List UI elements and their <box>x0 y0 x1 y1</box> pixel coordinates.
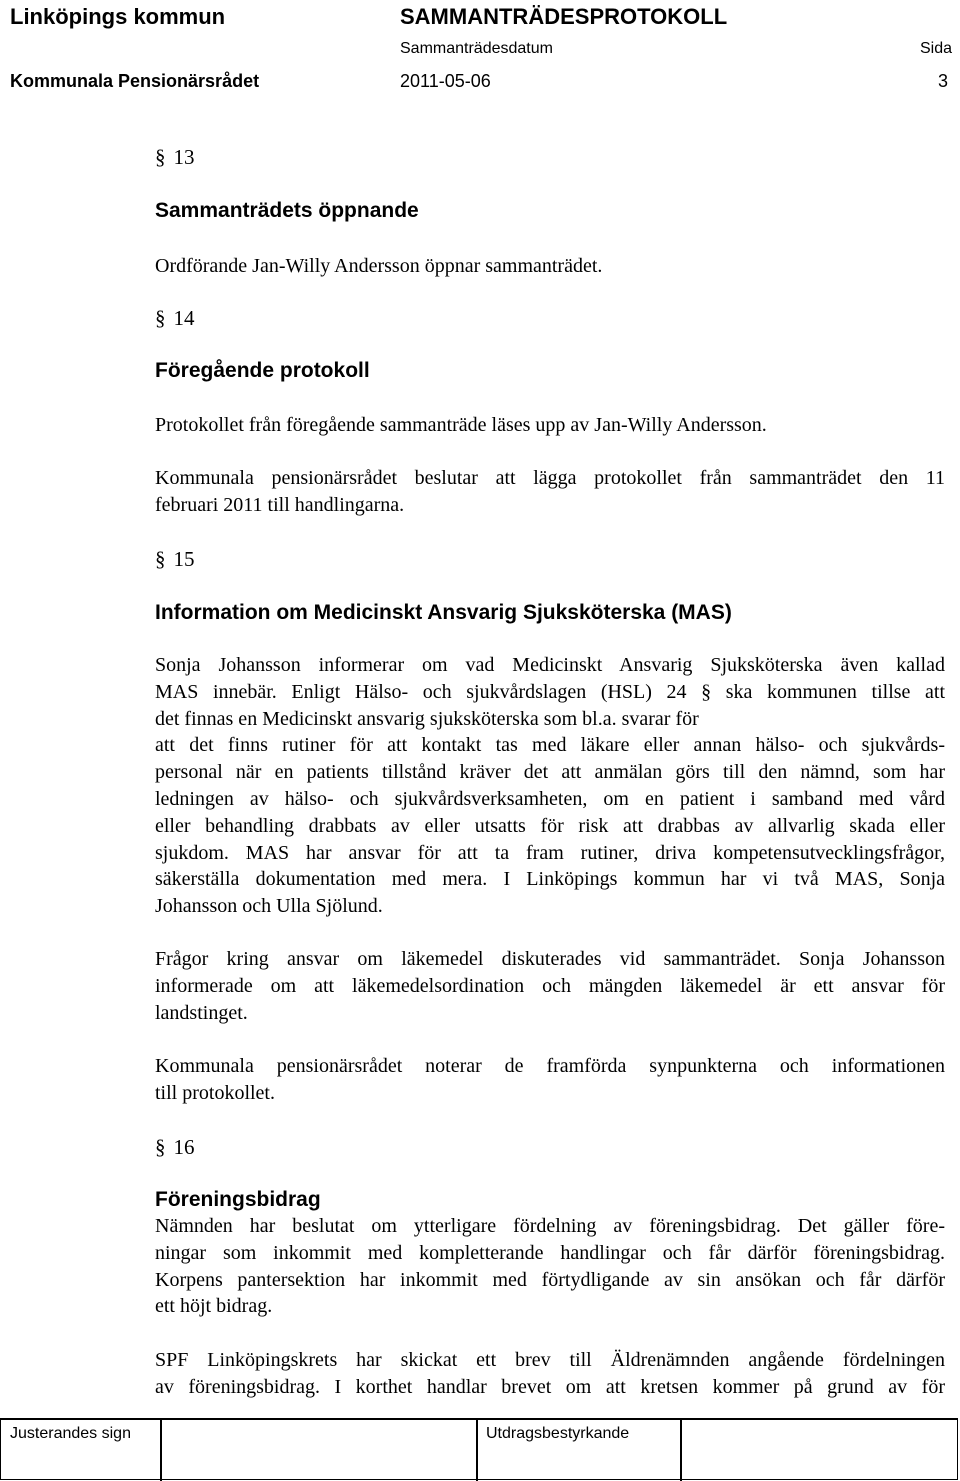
text-line: Sonja Johansson informerar om vad Medicinskt Ansvarig Sjuksköterska även kallad <box>155 654 945 676</box>
section-symbol: § <box>155 145 166 169</box>
page-label: Sida <box>920 40 953 57</box>
paragraph <box>155 652 945 920</box>
text-line: av föreningsbidrag. I korthet handlar brevet om att kretsen kommer på grund av för <box>155 1375 945 1398</box>
paragraph <box>155 1053 945 1107</box>
section-heading: Föregående protokoll <box>155 359 370 382</box>
section-number-value: 16 <box>173 1135 195 1159</box>
signature-footer <box>0 1418 958 1480</box>
text-line: att det finns rutiner för att kontakt tas med läkare eller annan hälso- och sjukvårds- <box>155 734 945 757</box>
document-type: SAMMANTRÄDESPROTOKOLL <box>400 4 728 29</box>
paragraph <box>155 946 945 1026</box>
section-heading: Information om Medicinskt Ansvarig Sjuksköterska (MAS) <box>155 601 732 624</box>
text-line: SPF Linköpingskrets har skickat ett brev till Äldrenämnden angående fördelningen <box>155 1349 945 1371</box>
text-line: ningar som inkommit med kompletterande handlingar och får därför föreningsbidrag. <box>155 1241 945 1264</box>
text-line: ett höjt bidrag. <box>155 1295 273 1318</box>
section-number <box>155 1134 195 1160</box>
text-line: eller behandling drabbats av eller utsatts för risk att drabbas av allvarlig skada eller <box>155 814 945 837</box>
justerandes-sign-label: Justerandes sign <box>10 1425 131 1442</box>
paragraph <box>155 1347 945 1401</box>
paragraph <box>155 253 945 280</box>
date-label: Sammanträdesdatum <box>400 40 553 57</box>
text-line: Kommunala pensionärsrådet beslutar att lägga protokollet från sammanträdet den 11 <box>155 467 945 489</box>
section-symbol: § <box>155 547 166 571</box>
paragraph <box>155 1213 945 1320</box>
paragraph <box>155 412 945 439</box>
section-symbol: § <box>155 306 166 330</box>
text-line: informerade om att läkemedelsordination och mängden läkemedel är ett ansvar för <box>155 974 945 997</box>
section-number-value: 15 <box>173 547 195 571</box>
footer-divider <box>476 1418 478 1481</box>
footer-divider <box>160 1418 162 1481</box>
section-heading: Föreningsbidrag <box>155 1188 321 1211</box>
organization-name: Linköpings kommun <box>10 4 226 29</box>
text-line: personal när en patients tillstånd kräver det att anmälan görs till den nämnd, som har <box>155 761 945 784</box>
section-heading: Sammanträdets öppnande <box>155 199 419 222</box>
text-line: ledningen av hälso- och sjukvårdsverksamheten, om en patient i samband med vård <box>155 787 945 810</box>
text-line: till protokollet. <box>155 1081 275 1104</box>
section-number <box>155 546 195 572</box>
footer-divider <box>680 1418 682 1481</box>
text-line: landstinget. <box>155 1001 248 1024</box>
meeting-date: 2011-05-06 <box>400 71 491 91</box>
page-number: 3 <box>938 71 949 91</box>
section-number-value: 14 <box>173 306 195 330</box>
text-line: säkerställa dokumentation med mera. I Linköpings kommun har vi två MAS, Sonja <box>155 868 945 891</box>
text-line: MAS innebär. Enligt Hälso- och sjukvårdslagen (HSL) 24 § ska kommunen tillse att <box>155 680 945 703</box>
paragraph <box>155 465 945 519</box>
text-line: Protokollet från föregående sammanträde läses upp av Jan-Willy Andersson. <box>155 414 767 436</box>
section-number <box>155 144 195 170</box>
section-number-value: 13 <box>173 145 195 169</box>
section-symbol: § <box>155 1135 166 1159</box>
text-line: Ordförande Jan-Willy Andersson öppnar sammanträdet. <box>155 255 603 277</box>
section-number <box>155 305 195 331</box>
text-line: Nämnden har beslutat om ytterligare fördelning av föreningsbidrag. Det gäller före- <box>155 1215 945 1237</box>
text-line: sjukdom. MAS har ansvar för att ta fram rutiner, driva kompetensutvecklingsfrågor, <box>155 841 945 864</box>
committee-name: Kommunala Pensionärsrådet <box>10 71 260 91</box>
text-line: Korpens pantersektion har inkommit med förtydligande av sin ansökan och får därför <box>155 1268 945 1291</box>
utdragsbestyrkande-label: Utdragsbestyrkande <box>486 1425 630 1442</box>
text-line: Frågor kring ansvar om läkemedel diskuterades vid sammanträdet. Sonja Johansson <box>155 948 945 970</box>
text-line: Kommunala pensionärsrådet noterar de framförda synpunkterna och informationen <box>155 1055 945 1077</box>
text-line: Johansson och Ulla Sjölund. <box>155 895 383 918</box>
text-line: det finnas en Medicinskt ansvarig sjuksköterska som bl.a. svarar för <box>155 707 699 730</box>
text-line: februari 2011 till handlingarna. <box>155 493 405 516</box>
